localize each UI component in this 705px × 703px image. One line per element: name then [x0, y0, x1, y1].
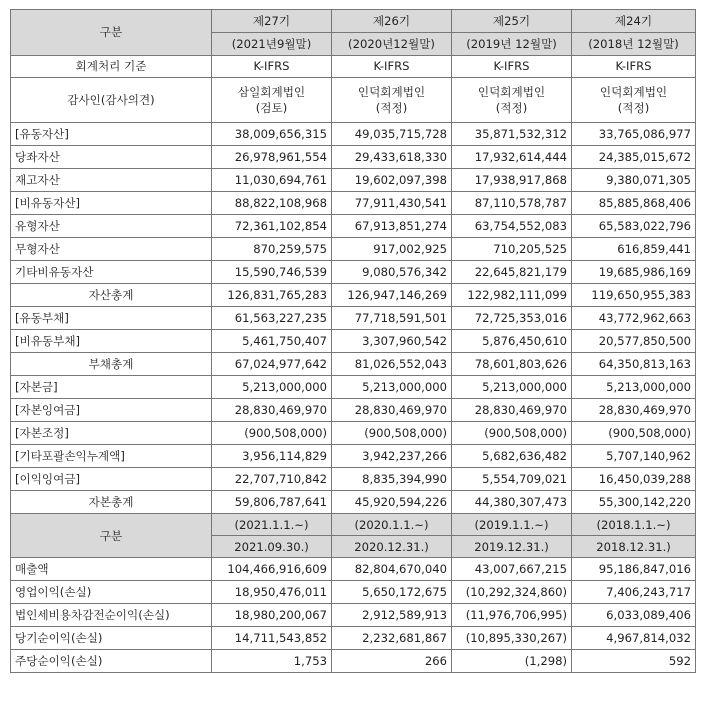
- value-cell: 44,380,307,473: [452, 491, 572, 514]
- row-label: 감사인(감사의견): [11, 78, 212, 123]
- balance-sheet-row: [11, 491, 696, 514]
- value-cell: 9,080,576,342: [332, 261, 452, 284]
- value-cell: 1,753: [212, 650, 332, 673]
- row-label: [기타포괄손익누계액]: [11, 445, 212, 468]
- value-cell: 126,947,146,269: [332, 284, 452, 307]
- value-cell: 17,938,917,868: [452, 169, 572, 192]
- balance-sheet-row: [11, 468, 696, 491]
- value-cell: 43,007,667,215: [452, 558, 572, 581]
- row-label: 주당순이익(손실): [11, 650, 212, 673]
- auditor-cell: [212, 78, 332, 123]
- period-from-cell: (2021.1.1.~): [212, 514, 332, 536]
- value-cell: 3,307,960,542: [332, 330, 452, 353]
- value-cell: 88,822,108,968: [212, 192, 332, 215]
- auditor-name: 삼일회계법인: [237, 85, 306, 99]
- auditor-cell: [452, 78, 572, 123]
- row-label: [비유동부채]: [11, 330, 212, 353]
- income-header-from-row: [11, 514, 696, 536]
- period-from-cell: (2018.1.1.~): [572, 514, 696, 536]
- value-cell: 5,650,172,675: [332, 581, 452, 604]
- value-cell: 2,912,589,913: [332, 604, 452, 627]
- value-cell: (900,508,000): [332, 422, 452, 445]
- value-cell: K-IFRS: [452, 55, 572, 78]
- value-cell: 126,831,765,283: [212, 284, 332, 307]
- value-cell: 77,911,430,541: [332, 192, 452, 215]
- value-cell: 5,554,709,021: [452, 468, 572, 491]
- income-statement-row: [11, 558, 696, 581]
- value-cell: 5,461,750,407: [212, 330, 332, 353]
- period-to-cell: 2020.12.31.): [332, 536, 452, 558]
- value-cell: 61,563,227,235: [212, 307, 332, 330]
- balance-sheet-row: [11, 261, 696, 284]
- row-label: 재고자산: [11, 169, 212, 192]
- value-cell: 16,450,039,288: [572, 468, 696, 491]
- balance-sheet-row: [11, 307, 696, 330]
- value-cell: 28,830,469,970: [572, 399, 696, 422]
- value-cell: 64,350,813,163: [572, 353, 696, 376]
- value-cell: 81,026,552,043: [332, 353, 452, 376]
- period-header-cell: 제24기: [572, 10, 696, 33]
- row-label: 회계처리 기준: [11, 55, 212, 78]
- value-cell: 19,602,097,398: [332, 169, 452, 192]
- value-cell: (10,895,330,267): [452, 627, 572, 650]
- date-header-cell: (2019년 12월말): [452, 33, 572, 56]
- value-cell: K-IFRS: [572, 55, 696, 78]
- auditor-row: [11, 78, 696, 123]
- income-statement-row: [11, 581, 696, 604]
- value-cell: 5,213,000,000: [572, 376, 696, 399]
- value-cell: 43,772,962,663: [572, 307, 696, 330]
- value-cell: 38,009,656,315: [212, 123, 332, 146]
- value-cell: 67,913,851,274: [332, 215, 452, 238]
- row-label: 자본총계: [11, 491, 212, 514]
- row-label: 법인세비용차감전순이익(손실): [11, 604, 212, 627]
- value-cell: 9,380,071,305: [572, 169, 696, 192]
- value-cell: 104,466,916,609: [212, 558, 332, 581]
- period-header-cell: 제27기: [212, 10, 332, 33]
- row-label: 기타비유동자산: [11, 261, 212, 284]
- period-from-cell: (2019.1.1.~): [452, 514, 572, 536]
- income-statement-row: [11, 604, 696, 627]
- balance-sheet-row: [11, 146, 696, 169]
- value-cell: 5,707,140,962: [572, 445, 696, 468]
- balance-sheet-row: [11, 422, 696, 445]
- value-cell: 7,406,243,717: [572, 581, 696, 604]
- value-cell: 49,035,715,728: [332, 123, 452, 146]
- value-cell: 35,871,532,312: [452, 123, 572, 146]
- value-cell: 917,002,925: [332, 238, 452, 261]
- value-cell: 78,601,803,626: [452, 353, 572, 376]
- row-label: [자본잉여금]: [11, 399, 212, 422]
- value-cell: (900,508,000): [452, 422, 572, 445]
- balance-sheet-row: [11, 192, 696, 215]
- value-cell: 15,590,746,539: [212, 261, 332, 284]
- header-period-row: [11, 10, 696, 33]
- auditor-name: 인덕회계법인: [599, 85, 668, 99]
- value-cell: 28,830,469,970: [212, 399, 332, 422]
- value-cell: 6,033,089,406: [572, 604, 696, 627]
- value-cell: 19,685,986,169: [572, 261, 696, 284]
- row-label: [이익잉여금]: [11, 468, 212, 491]
- value-cell: 710,205,525: [452, 238, 572, 261]
- value-cell: (900,508,000): [572, 422, 696, 445]
- period-to-cell: 2021.09.30.): [212, 536, 332, 558]
- value-cell: (900,508,000): [212, 422, 332, 445]
- balance-sheet-row: [11, 353, 696, 376]
- period-header-cell: 제25기: [452, 10, 572, 33]
- value-cell: 5,876,450,610: [452, 330, 572, 353]
- audit-opinion: (검토): [255, 101, 288, 115]
- value-cell: 67,024,977,642: [212, 353, 332, 376]
- auditor-name: 인덕회계법인: [477, 85, 546, 99]
- row-label: [유동자산]: [11, 123, 212, 146]
- value-cell: 45,920,594,226: [332, 491, 452, 514]
- value-cell: (11,976,706,995): [452, 604, 572, 627]
- row-label: 영업이익(손실): [11, 581, 212, 604]
- value-cell: 85,885,868,406: [572, 192, 696, 215]
- value-cell: 5,213,000,000: [332, 376, 452, 399]
- audit-opinion: (적정): [495, 101, 528, 115]
- value-cell: 72,725,353,016: [452, 307, 572, 330]
- income-category-cell: 구분: [11, 514, 212, 558]
- value-cell: 95,186,847,016: [572, 558, 696, 581]
- value-cell: 3,956,114,829: [212, 445, 332, 468]
- auditor-cell: [332, 78, 452, 123]
- value-cell: 122,982,111,099: [452, 284, 572, 307]
- row-label: 매출액: [11, 558, 212, 581]
- row-label: [자본조정]: [11, 422, 212, 445]
- balance-sheet-row: [11, 376, 696, 399]
- value-cell: (10,292,324,860): [452, 581, 572, 604]
- period-from-cell: (2020.1.1.~): [332, 514, 452, 536]
- audit-opinion: (적정): [617, 101, 650, 115]
- value-cell: K-IFRS: [332, 55, 452, 78]
- value-cell: 5,682,636,482: [452, 445, 572, 468]
- period-to-cell: 2019.12.31.): [452, 536, 572, 558]
- value-cell: 3,942,237,266: [332, 445, 452, 468]
- value-cell: 87,110,578,787: [452, 192, 572, 215]
- balance-sheet-row: [11, 215, 696, 238]
- balance-sheet-row: [11, 445, 696, 468]
- value-cell: 8,835,394,990: [332, 468, 452, 491]
- value-cell: 22,645,821,179: [452, 261, 572, 284]
- value-cell: 11,030,694,761: [212, 169, 332, 192]
- value-cell: 592: [572, 650, 696, 673]
- value-cell: 18,980,200,067: [212, 604, 332, 627]
- value-cell: 4,967,814,032: [572, 627, 696, 650]
- value-cell: (1,298): [452, 650, 572, 673]
- accounting-standard-row: [11, 55, 696, 78]
- income-statement-row: [11, 650, 696, 673]
- value-cell: 24,385,015,672: [572, 146, 696, 169]
- value-cell: 5,213,000,000: [212, 376, 332, 399]
- header-category-cell: 구분: [11, 10, 212, 56]
- value-cell: 14,711,543,852: [212, 627, 332, 650]
- row-label: 무형자산: [11, 238, 212, 261]
- auditor-name: 인덕회계법인: [357, 85, 426, 99]
- value-cell: 26,978,961,554: [212, 146, 332, 169]
- audit-opinion: (적정): [375, 101, 408, 115]
- value-cell: 17,932,614,444: [452, 146, 572, 169]
- value-cell: 616,859,441: [572, 238, 696, 261]
- balance-sheet-row: [11, 399, 696, 422]
- value-cell: 22,707,710,842: [212, 468, 332, 491]
- value-cell: 266: [332, 650, 452, 673]
- value-cell: 28,830,469,970: [332, 399, 452, 422]
- auditor-cell: [572, 78, 696, 123]
- period-to-cell: 2018.12.31.): [572, 536, 696, 558]
- value-cell: K-IFRS: [212, 55, 332, 78]
- value-cell: 63,754,552,083: [452, 215, 572, 238]
- income-statement-row: [11, 627, 696, 650]
- balance-sheet-row: [11, 123, 696, 146]
- value-cell: 870,259,575: [212, 238, 332, 261]
- row-label: [비유동자산]: [11, 192, 212, 215]
- value-cell: 119,650,955,383: [572, 284, 696, 307]
- balance-sheet-row: [11, 238, 696, 261]
- row-label: 당좌자산: [11, 146, 212, 169]
- row-label: 당기순이익(손실): [11, 627, 212, 650]
- value-cell: 28,830,469,970: [452, 399, 572, 422]
- date-header-cell: (2020년12월말): [332, 33, 452, 56]
- row-label: 부채총계: [11, 353, 212, 376]
- value-cell: 59,806,787,641: [212, 491, 332, 514]
- date-header-cell: (2021년9월말): [212, 33, 332, 56]
- balance-sheet-row: [11, 330, 696, 353]
- balance-sheet-row: [11, 169, 696, 192]
- financial-summary-table: [10, 9, 696, 673]
- row-label: 유형자산: [11, 215, 212, 238]
- balance-sheet-row: [11, 284, 696, 307]
- value-cell: 2,232,681,867: [332, 627, 452, 650]
- value-cell: 55,300,142,220: [572, 491, 696, 514]
- value-cell: 82,804,670,040: [332, 558, 452, 581]
- value-cell: 18,950,476,011: [212, 581, 332, 604]
- value-cell: 77,718,591,501: [332, 307, 452, 330]
- value-cell: 65,583,022,796: [572, 215, 696, 238]
- period-header-cell: 제26기: [332, 10, 452, 33]
- value-cell: 33,765,086,977: [572, 123, 696, 146]
- value-cell: 5,213,000,000: [452, 376, 572, 399]
- value-cell: 72,361,102,854: [212, 215, 332, 238]
- value-cell: 20,577,850,500: [572, 330, 696, 353]
- row-label: 자산총계: [11, 284, 212, 307]
- date-header-cell: (2018년 12월말): [572, 33, 696, 56]
- row-label: [자본금]: [11, 376, 212, 399]
- value-cell: 29,433,618,330: [332, 146, 452, 169]
- row-label: [유동부채]: [11, 307, 212, 330]
